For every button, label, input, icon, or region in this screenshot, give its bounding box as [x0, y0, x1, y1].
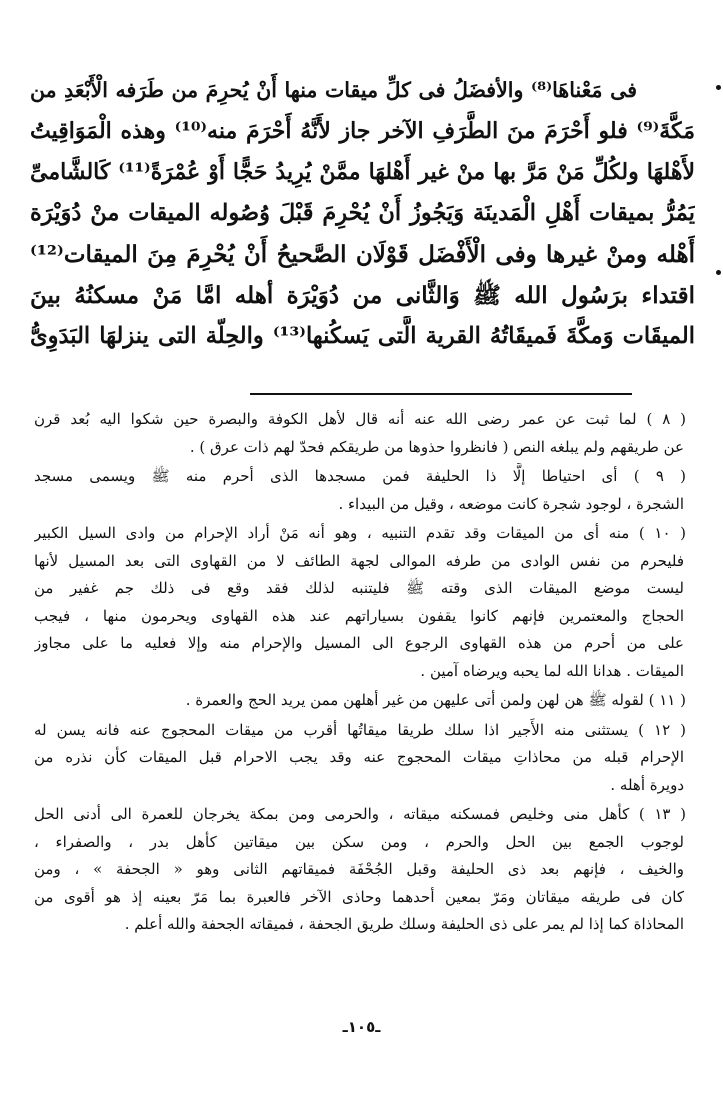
footnote-line: ( ١١ ) لقوله ﷺ هن لهن ولمن أتى عليهن من غير أهلهن ممن يريد الحج والعمرة .: [185, 691, 686, 709]
footnote-12: [34, 717, 686, 800]
footnote-8: [34, 406, 686, 461]
main-text-line: مَكَّةَ⁽⁹⁾ فلو أَحْرَمَ منَ الطَّرَفِ الآخر جاز لأَنَّهُ أَحْرَمَ منه⁽¹⁰⁾ وهذه الْمَوَاقِيتُ: [30, 118, 695, 144]
footnote-line: ( ١٠ ) منه أى من الميقات وقد تقدم التنبيه ، وهو أنه مَنْ أراد الإحرام من وادى السيل الكبير: [34, 524, 686, 542]
footnote-line: فليحرم من نفس الوادى من طرفه الموالى لجهة الطائف لا من القهاوى التى بعد المسيل لأنها: [34, 551, 684, 570]
main-text-block: [30, 70, 695, 357]
margin-dot-bottom: [716, 270, 721, 275]
footnote-line: الإحرام قبله من محاذاتِ ميقات المحجوج عنه وقد يجب الاحرام قبل الميقات كأن نذره من: [34, 748, 684, 766]
footnotes-block: [34, 406, 686, 941]
footnote-line: الشجرة ، لوجود شجرة كانت موضعه ، وقيل من البيداء .: [338, 494, 684, 513]
main-text-line: الميقَات وَمكَّةَ فَميقَاتُهُ القرية الَّتى يَسكُنها⁽¹³⁾ والحِلّة التى ينزلهَا البَدَوِىُّ: [30, 323, 695, 349]
page-number: ـ١٠٥ـ: [342, 1018, 381, 1036]
footnote-line: الميقات . هدانا الله لما يحبه ويرضاه آمين .: [420, 661, 684, 680]
main-text-line: لأَهْلهَا ولكُلِّ مَنْ مَرَّ بها منْ غير أَهْلهَا ممَّنْ يُرِيدُ حَجًّا أَوْ عُمْرَةً⁽¹¹⁾ كَالشَّامىِّ: [30, 159, 695, 185]
main-text-line: أَهْله ومنْ غيرها وفى الْأَفْضَل قَوْلَان الصَّحيحُ أَنْ يُحْرِمَ مِنَ الميقات⁽¹²⁾: [30, 241, 695, 268]
footnote-11: [34, 687, 686, 715]
footnote-separator-rule: [250, 393, 632, 395]
footnote-line: دويرة أهله .: [610, 775, 684, 794]
footnote-line: لوجوب الجمع بين الحل والحرم ، ومن سكن بين ميقاتين كأهل بدر ، والصفراء ،: [34, 832, 684, 851]
footnote-line: على من أحرم من هذه القهاوى الرجوع الى المسيل والإحرام منه وإلا فعليه ما على مجاوز: [34, 634, 684, 652]
footnote-line: ( ١٣ ) كأهل منى وخليص فمسكنه ميقاته ، والحرمى ومن بمكة يخرجان للعمرة الى أدنى الحل: [34, 805, 686, 823]
main-text-line: يَمُرُّ بميقات أَهْلِ الْمَدينَة وَيَجُوزُ أَنْ يُحْرِمَ قَبْلَ وُصُوله الميقات منْ دُوَيْرَة: [30, 200, 695, 226]
footnote-line: ( ٩ ) أى احتياطا إلَّا ذا الحليفة فمن مسجدها الذى أحرم منه ﷺ ويسمى مسجد: [34, 467, 686, 485]
footnote-13: [34, 801, 686, 939]
footnote-line: ( ١٢ ) يستثنى منه الأَجير اذا سلك طريقا ميقاتُها أقرب من ميقات المحجوج عنه فانه يسن له: [34, 720, 686, 739]
footnote-10: [34, 520, 686, 685]
margin-dot-top: [716, 85, 721, 90]
footnote-line: ليست موضع الميقات الذى وقته ﷺ فليتنبه لذلك فقد وقع فى ذلك جم غفير من: [34, 579, 684, 597]
main-text-line: فى مَعْناهَا⁽⁸⁾ والأفضَلُ فى كلِّ ميقات منها أَنْ يُحرِمَ من طَرَفه الْأَبْعَدِ من: [30, 78, 637, 102]
footnote-line: والخيف ، فإنهم بعد ذى الحليفة وقبل الجُحْفَة فميقاتهم الثانى وهو « الجحفة » ، ومن: [34, 860, 684, 878]
footnote-9: [34, 463, 686, 518]
footnote-line: كان فى طريقه ميقاتان ومَرّ بمعين أحدهما وحاذى الآخر فالعبرة بما مَرّ بعينه إذ هو أقوى من: [34, 887, 684, 906]
main-text-line: اقتداء برَسُول الله ﷺ وَالثَّانى من دُوَيْرَة أهله امَّا مَنْ مسكنُهُ بينَ: [30, 282, 695, 309]
footnote-line: المحاذاة كما إذا لم يمر على ذى الحليفة وسلك طريق الجحفة ، فميقاته الجحفة والله أعلم .: [124, 915, 684, 933]
footnote-line: ( ٨ ) لما ثبت عن عمر رضى الله عنه أنه قال لأهل الكوفة والبصرة حين شكوا اليه بُعد قرن: [34, 410, 686, 428]
footnote-line: عن طريقهم ولم يبلغه النص ( فانظروا حذوها من طريقكم فحدّ لهم ذات عرق ) .: [189, 437, 684, 456]
footnote-line: الحجاج والمعتمرين فإنهم كانوا يقفون بسياراتهم عند هذه القهاوى ويحرمون منها ، فيجب: [34, 606, 684, 625]
